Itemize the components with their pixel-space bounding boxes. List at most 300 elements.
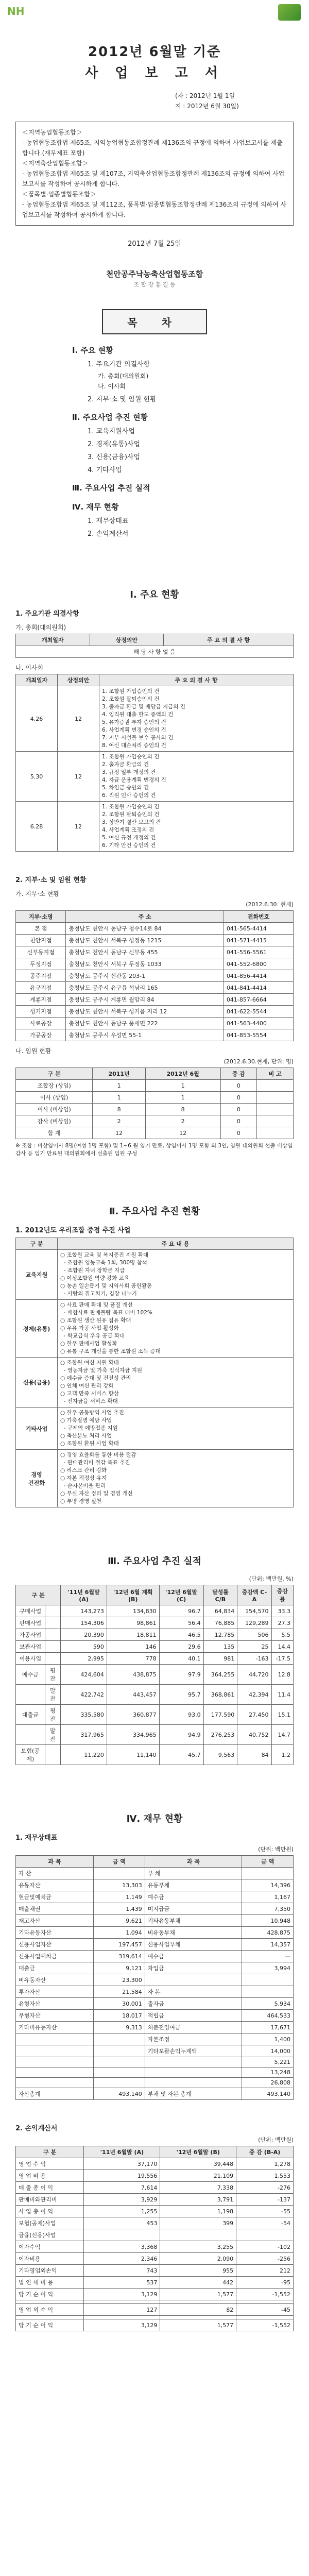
table-cell [236,2229,294,2241]
table-cell: 041-563-4400 [224,1018,293,1029]
table-cell: 93.0 [159,1705,203,1725]
table-row [16,1006,294,1018]
table-row [16,935,294,946]
table-cell: 64,834 [203,1605,237,1617]
table-header: 2012년 6월 [145,1068,220,1080]
nh-logo: NH [7,5,25,18]
table-header: 증 감 [220,1068,257,1080]
table-cell: 11,220 [61,1745,107,1765]
table-cell: 443,457 [107,1685,159,1705]
table-row [16,2241,294,2253]
table-cell: 424,604 [61,1665,107,1685]
table-cell [16,2045,94,2057]
table-cell: 구매사업 [16,1605,45,1617]
table-cell: 438,875 [107,1665,159,1685]
assembly-table [15,634,294,658]
table-cell: 재고자산 [16,1915,94,1927]
table-cell: 15.1 [271,1705,293,1725]
table-row [16,1617,294,1629]
table-header: 달성률 C/B [203,1585,237,1605]
table-cell: 12 [145,1127,220,1139]
board-item: 2. 출자금 환급의 건 [102,761,149,768]
nonghyup-emblem-icon [278,4,301,21]
table-cell [93,2057,145,2067]
table-cell: -54 [236,2217,294,2229]
table-cell: 이용사업 [16,1653,45,1665]
table-row [16,2045,294,2057]
business-line: - 사랑의 집고치기, 김장 나누기 [60,1291,137,1297]
business-line: ○ 자본 적정성 유지 [60,1475,107,1481]
legal-notice-box [15,122,294,226]
table-row [16,1665,294,1685]
toc-section: Ⅳ. 재무 현황 [72,502,119,512]
table-row [16,2033,294,2045]
board-item: 4. 자금 운용계획 변경의 건 [102,777,166,783]
table-cell: 기타포괄손익누계액 [145,2045,242,2057]
table-row [16,1927,294,1939]
table-cell: 45.7 [159,1745,203,1765]
board-date-cell: 4.26 [16,686,58,752]
table-cell: 1,400 [242,2033,294,2045]
table-row [16,2158,294,2170]
board-item: 1. 조합원 가입승인의 건 [102,688,160,694]
table-cell: 감사 (비상임) [16,1115,93,1127]
business-line: - 순자본비율 관리 [60,1483,106,1489]
table-cell: 1.2 [271,1745,293,1765]
table-cell: 2,346 [84,2253,160,2265]
table-cell: 19,556 [84,2170,160,2182]
assembly-heading: 가. 총회(대의원회) [15,624,66,631]
table-cell: 유구지점 [16,982,66,994]
table-cell: 5,221 [242,2057,294,2067]
section-2-1-heading: 1. 2012년도 우리조합 중점 추진 사업 [15,1227,131,1234]
table-cell: 대출금 [16,1705,45,1725]
table-cell: 가공사업 [16,1629,45,1641]
table-row [16,2217,294,2229]
table-cell: 30,001 [93,1998,145,2010]
table-cell: 143,273 [61,1605,107,1617]
table-cell: 3,791 [160,2194,236,2206]
business-category-cell: 경제(유통) [16,1300,58,1358]
table-cell: 334,965 [107,1725,159,1745]
table-cell: 자산총계 [16,2088,94,2100]
table-cell: 129,289 [237,1617,271,1629]
table-cell [45,1629,61,1641]
table-cell: 1 [145,1092,220,1104]
table-cell: 177,590 [203,1705,237,1725]
table-cell: 9,121 [93,1962,145,1974]
table-header: 증 감 (B-A) [236,2146,294,2158]
table-row [16,1725,294,1745]
officer-heading: 나. 임원 현황 [15,1047,52,1055]
table-cell: 3,368 [84,2241,160,2253]
table-header: 과 목 [145,1856,242,1868]
table-row [16,994,294,1006]
table-cell: -17.5 [271,1653,293,1665]
table-cell: 25 [237,1641,271,1653]
table-cell: 21,584 [93,1986,145,1998]
table-cell: 3,929 [84,2194,160,2206]
table-cell: 40,752 [237,1725,271,1745]
business-detail-cell [58,1300,294,1358]
table-cell [16,1685,45,1705]
table-cell: 317,965 [61,1725,107,1745]
business-category-cell: 신용(금융) [16,1358,58,1408]
table-cell: 2,090 [160,2253,236,2265]
table-cell [45,1641,61,1653]
business-category-cell: 기타사업 [16,1408,58,1450]
table-cell: 76,885 [203,1617,237,1629]
table-cell: 368,861 [203,1685,237,1705]
table-cell [93,2045,145,2057]
table-cell: 7,338 [160,2182,236,2194]
table-cell: 2,995 [61,1653,107,1665]
table-header: 금 액 [93,1856,145,1868]
table-cell: 11,140 [107,1745,159,1765]
board-items-cell [99,686,294,752]
business-line: ○ 경영 효율화를 통한 비용 절감 [60,1452,136,1458]
table-row [16,923,294,935]
business-line: ○ 조합원 생산 원유 집유 확대 [60,1317,131,1324]
business-detail-cell [58,1450,294,1507]
table-cell: -1,552 [236,2289,294,2300]
table-cell: 이자수익 [16,2241,84,2253]
table-cell: 법 인 세 비 용 [16,2277,84,2289]
table-cell: 154,570 [237,1605,271,1617]
table-cell: 계룡지점 [16,994,66,1006]
board-heading: 나. 이사회 [15,664,43,671]
table-cell [16,2057,94,2067]
table-header: 주 요 내 용 [58,1238,294,1250]
table-row [16,970,294,982]
table-cell: -163 [237,1653,271,1665]
table-row [16,1951,294,1962]
table-cell: 신용사업자산 [16,1939,94,1951]
table-cell: 0 [220,1092,257,1104]
table-cell [236,2300,294,2304]
table-cell: 말잔 [45,1685,61,1705]
table-cell: 영 업 비 용 [16,2170,84,2182]
table-cell [257,1104,294,1115]
board-item: 5. 차입금 승인의 건 [102,785,149,791]
table-cell: 3,255 [160,2241,236,2253]
table-cell [16,2067,94,2078]
business-line: ○ 조합원 환원 사업 확대 [60,1440,119,1447]
table-cell: 360,877 [107,1705,159,1725]
table-row [16,2206,294,2217]
table-cell: 사료공장 [16,1018,66,1029]
table-cell [257,1127,294,1139]
table-cell: 20,390 [61,1629,107,1641]
table-row [16,1685,294,1705]
table-row [16,1104,294,1115]
table-cell: 비유동부채 [145,1927,242,1939]
table-cell: 14,000 [242,2045,294,2057]
board-item: 8. 여신 대손처리 승인의 건 [102,742,166,749]
org-representative: 조 합 장 홍 길 동 [133,281,176,288]
table-row [16,2265,294,2277]
table-cell: 평잔 [45,1665,61,1685]
table-row [16,1903,294,1915]
table-header: 상정의안 [58,674,99,686]
table-row [16,1653,294,1665]
balance-sheet-heading: 1. 재무상태표 [15,1834,58,1842]
table-cell: 13,303 [93,1879,145,1891]
table-row [16,1029,294,1041]
table-cell: 21,109 [160,2170,236,2182]
officer-table [15,1067,294,1139]
table-cell: 신부동지점 [16,946,66,958]
notice-line: ＜지역농업협동조합＞ [22,129,82,136]
table-cell [257,1115,294,1127]
table-cell: 충청남도 공주시 우성면 55-1 [66,1029,224,1041]
table-cell: -95 [236,2277,294,2289]
table-cell: -276 [236,2182,294,2194]
table-cell: 기타영업외손익 [16,2265,84,2277]
table-cell [145,2067,242,2078]
table-row [16,1450,294,1507]
branch-table [15,910,294,1041]
business-line: - 영농자금 및 가축 입식자금 지원 [60,1367,143,1374]
table-cell: 27.3 [271,1617,293,1629]
table-cell: 3,994 [242,1962,294,1974]
business-line: ○ 고객 만족 서비스 향상 [60,1391,119,1397]
table-row [16,2170,294,2182]
business-line: ○ 가축질병 예방 사업 [60,1417,112,1423]
table-cell [93,2033,145,2045]
table-cell: 041-565-4414 [224,923,293,935]
board-date-cell: 5.30 [16,752,58,802]
table-row [16,958,294,970]
table-cell [45,1617,61,1629]
table-row [16,1300,294,1358]
board-item: 3. 규정 일부 개정의 건 [102,769,156,775]
table-cell: 14,357 [242,1939,294,1951]
table-cell: 당 기 순 이 익 [16,2289,84,2300]
toc-item: 1. 주요기관 의결사항 [88,361,150,368]
table-header: 비 고 [257,1068,294,1080]
board-item: 7. 지부 시설물 보수 공사의 건 [102,735,174,741]
table-cell: 37,170 [84,2158,160,2170]
toc-item: 2. 지부·소 및 임원 현황 [88,396,157,403]
toc-item: 3. 신용(금융)사업 [88,453,141,461]
table-cell: 사 업 총 이 익 [16,2206,84,2217]
table-cell: 46.5 [159,1629,203,1641]
table-cell: 453 [84,2217,160,2229]
table-cell: 충청남도 공주시 계룡면 월암리 84 [66,994,224,1006]
table-cell [16,2300,84,2304]
table-cell: 매출채권 [16,1903,94,1915]
table-cell: 44,720 [237,1665,271,1685]
table-cell: 1,553 [236,2170,294,2182]
toc-subitem: 가. 총회(대의원회) [98,372,149,380]
table-cell: 말잔 [45,1725,61,1745]
business-line: ○ 조합원 교육 및 복지증진 지원 확대 [60,1252,149,1258]
business-line: ○ 우유 가공 사업 활성화 [60,1325,119,1331]
table-cell: 보험(공제)사업 [16,2217,84,2229]
income-statement-heading: 2. 손익계산서 [15,2125,58,2132]
table-cell: 7,350 [242,1903,294,1915]
table-cell: 14.4 [271,1641,293,1653]
table-cell [236,2316,294,2319]
table-header: 개최일자 [16,634,90,646]
table-header: 주 소 [66,911,224,923]
table-cell: 197,457 [93,1939,145,1951]
business-detail-cell [58,1250,294,1300]
table-cell: 041-857-6664 [224,994,293,1006]
table-header: 구 분 [16,1585,61,1605]
income-statement-table [15,2146,294,2331]
board-date-cell: 6.28 [16,802,58,852]
table-cell: 천안지점 [16,935,66,946]
business-line: ○ 축산분뇨 처리 사업 [60,1433,112,1439]
report-document [15,36,294,2331]
table-cell: 146 [107,1641,159,1653]
table-cell: 134,830 [107,1605,159,1617]
table-cell: 041-556-5561 [224,946,293,958]
table-cell: 40.1 [159,1653,203,1665]
table-cell: 335,580 [61,1705,107,1725]
table-cell: 955 [160,2265,236,2277]
table-cell: 부채 및 자본 총계 [145,2088,242,2100]
table-cell [145,2078,242,2088]
table-cell: 충청남도 천안시 서북구 성정동 1215 [66,935,224,946]
table-cell: 95.7 [159,1685,203,1705]
table-cell: 18,811 [107,1629,159,1641]
table-cell: 399 [160,2217,236,2229]
table-row [16,1018,294,1029]
table-cell: 041-622-5544 [224,1006,293,1018]
table-cell: 이사 (비상임) [16,1104,93,1115]
business-line: ○ 예수금 증대 및 건전성 관리 [60,1375,131,1381]
table-cell: 처분전잉여금 [145,2022,242,2033]
table-cell [257,1080,294,1092]
table-cell: 판매비와관리비 [16,2194,84,2206]
table-header: '12년 6월말 (B) [160,2146,236,2158]
table-cell: 29.6 [159,1641,203,1653]
table-cell: 적립금 [145,2010,242,2022]
section-1-heading: Ⅰ. 주요 현황 [130,589,179,600]
table-cell: 5,934 [242,1998,294,2010]
table-row [16,2078,294,2088]
table-cell [257,1092,294,1104]
table-cell: 1 [93,1092,145,1104]
branch-date-note: (2012.6.30. 현재) [246,901,294,908]
table-cell [16,2033,94,2045]
toc-title: 목 차 [102,309,207,334]
table-row [16,2300,294,2304]
table-cell [242,1986,294,1998]
section-3-heading: Ⅲ. 주요사업 추진 실적 [108,1556,201,1567]
table-cell: 1 [145,1080,220,1092]
officer-footnote: ※ 조합 : 비상임이사 8명(여성 1명 포함) 및 1~6 월 임기 만료, 상임이사 1명 포함 외 3인, 임원 대의원회 선출 비상임 감사 등 임기 만료된 대의원회에서 선출된 임원 구성 [15,1143,293,1157]
table-row [16,1891,294,1903]
table-cell: 1,278 [236,2158,294,2170]
table-cell [93,2067,145,2078]
table-row [16,2289,294,2300]
table-row [16,1115,294,1127]
table-cell: 신용사업예치금 [16,1951,94,1962]
table-cell: 97.9 [159,1665,203,1685]
table-header: 주 요 의 결 사 항 [164,634,294,646]
table-cell: 충청남도 천안시 동남구 풍세면 222 [66,1018,224,1029]
board-items-cell [99,752,294,802]
table-cell: 자 본 [145,1986,242,1998]
table-cell: 보험(공제) [16,1745,45,1765]
table-cell [160,2300,236,2304]
board-item: 6. 기타 안건 승인의 건 [102,842,156,849]
table-cell: 364,255 [203,1665,237,1685]
table-cell: 506 [237,1629,271,1641]
table-cell: 두정지점 [16,958,66,970]
section-2-heading: Ⅱ. 주요사업 추진 현황 [109,1206,200,1217]
business-line: ○ 연체 여신 관리 강화 [60,1383,114,1389]
table-cell: 778 [107,1653,159,1665]
table-cell [84,2229,160,2241]
table-cell: 041-841-4414 [224,982,293,994]
table-row [16,1358,294,1408]
notice-line: - 농업협동조합법 제65조, 지역농업협동조합정관례 제136조의 규정에 의하여 사업보고서를 제출합니다.(재무제표 포함) [22,139,283,157]
table-cell: 26,808 [242,2078,294,2088]
table-cell: 충청남도 공주시 신관동 203-1 [66,970,224,982]
table-header: 2011년 [93,1068,145,1080]
table-cell: 1,255 [84,2206,160,2217]
table-cell: 12,785 [203,1629,237,1641]
table-cell: 유동부채 [145,1879,242,1891]
table-cell [84,2316,160,2319]
board-item: 3. 출자금 환급 및 배당금 지급의 건 [102,704,185,710]
table-cell: 1,094 [93,1927,145,1939]
table-cell: 차입금 [145,1962,242,1974]
table-cell: 충청남도 천안시 서북구 성거읍 저리 12 [66,1006,224,1018]
notice-line: - 농업협동조합법 제65조 및 제112조, 품목별·업종별협동조합정관례 제136조의 규정에 의하여 사업보고서를 작성하여 공시하게 합니다. [22,201,287,218]
board-item: 6. 직원 인사 승인의 건 [102,792,156,799]
business-line: - 전자금융 서비스 확대 [60,1398,118,1404]
business-line: ○ 농촌 일손돕기 및 지역사회 공헌활동 [60,1283,152,1289]
table-header: '11년 6월말 (A) [84,2146,160,2158]
table-row [16,2194,294,2206]
table-row [16,2022,294,2033]
table-header: 주 요 의 결 사 항 [99,674,294,686]
table-cell: 평잔 [45,1705,61,1725]
table-row [16,1986,294,1998]
table-header: 상정의안 [90,634,164,646]
table-cell: 유동자산 [16,1879,94,1891]
table-cell [242,1868,294,1879]
board-item: 6. 사업계획 변경 승인의 건 [102,727,166,733]
table-cell: 가공공장 [16,1029,66,1041]
table-cell [145,2057,242,2067]
table-cell: 공주지점 [16,970,66,982]
table-cell: 기타유동자산 [16,1927,94,1939]
business-line: - 조합원 영농교육 1회, 300명 참석 [60,1260,147,1266]
table-cell: 0 [220,1127,257,1139]
board-item: 5. 유가증권 투자 승인의 건 [102,719,166,725]
table-cell: -102 [236,2241,294,2253]
table-cell [93,2078,145,2088]
table-cell: 56.4 [159,1617,203,1629]
table-cell: 154,306 [61,1617,107,1629]
business-line: ○ 조합원 여신 지원 확대 [60,1360,119,1366]
table-header: 지부·소명 [16,911,66,923]
table-header: 금 액 [242,1856,294,1868]
table-cell: 23,300 [93,1974,145,1986]
table-cell: 당 기 순 이 익 [16,2319,84,2331]
business-line: ○ 유통 구조 개선을 통한 조합원 소득 증대 [60,1348,161,1354]
table-cell: 3,129 [84,2289,160,2300]
table-cell: 이사 (상임) [16,1092,93,1104]
board-item: 5. 여신 규정 개정의 건 [102,835,156,841]
